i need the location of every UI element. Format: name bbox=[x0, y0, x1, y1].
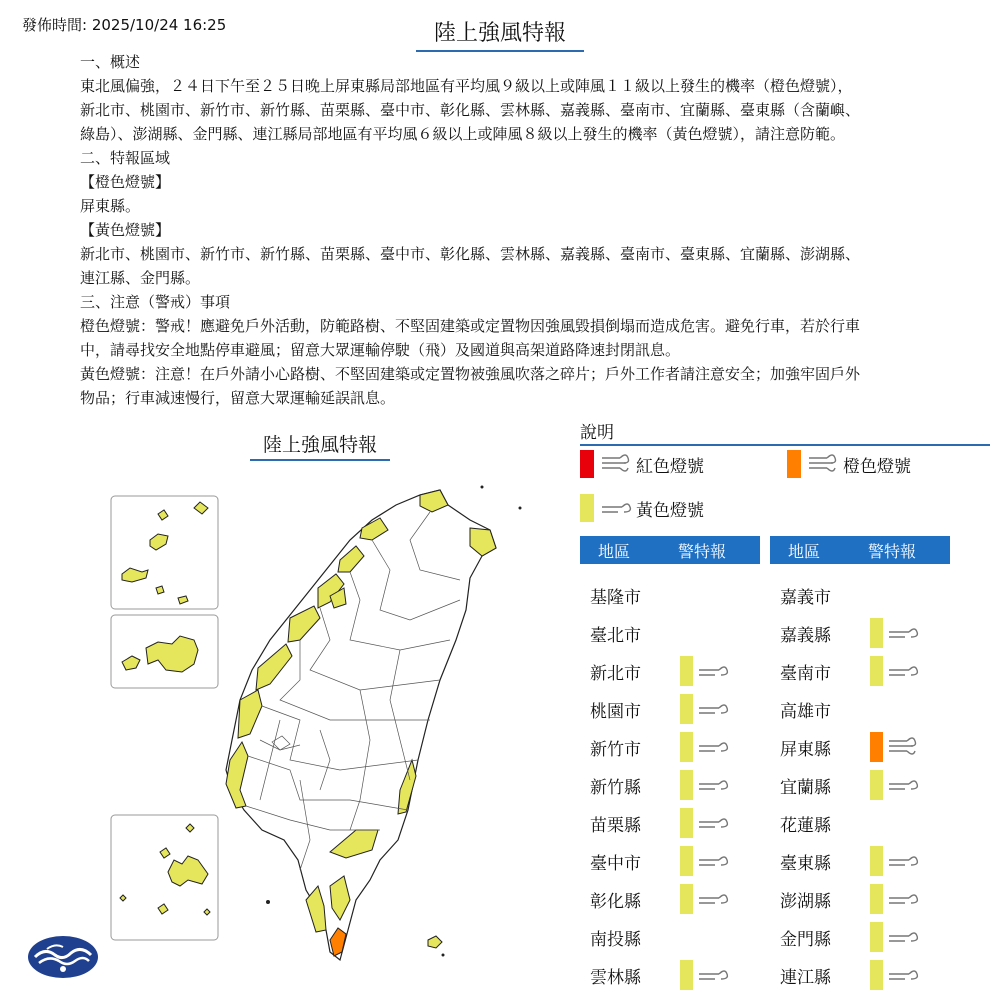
yellow-signal-bar bbox=[680, 732, 693, 762]
region-name: 宜蘭縣 bbox=[780, 777, 831, 798]
warning-signal bbox=[870, 884, 919, 914]
region-name: 苗栗縣 bbox=[590, 815, 641, 836]
region-name: 彰化縣 bbox=[590, 891, 641, 912]
legend-yellow bbox=[580, 494, 704, 522]
wind-icon bbox=[600, 451, 632, 478]
wind-icon bbox=[887, 924, 919, 951]
yellow-signal-bar bbox=[870, 884, 883, 914]
warning-signal bbox=[870, 618, 919, 648]
region-name: 花蓮縣 bbox=[780, 815, 831, 836]
report-line: 新北市、桃園市、新竹市、新竹縣、苗栗縣、臺中市、彰化縣、雲林縣、嘉義縣、臺南市、宜蘭縣、臺東縣（含蘭嶼、 bbox=[80, 101, 861, 119]
report-line: 中，請尋找安全地點停車避風；留意大眾運輸停駛（飛）及國道與高架道路降速封閉訊息。 bbox=[80, 341, 681, 359]
report-line: 一、概述 bbox=[80, 53, 141, 71]
warning-signal bbox=[680, 732, 729, 762]
wind-icon bbox=[887, 620, 919, 647]
region-name: 南投縣 bbox=[590, 929, 641, 950]
green-island bbox=[428, 936, 442, 948]
table-row bbox=[590, 880, 729, 918]
region-name: 澎湖縣 bbox=[780, 891, 831, 912]
wind-icon bbox=[697, 886, 729, 913]
warning-signal bbox=[680, 808, 729, 838]
wind-icon bbox=[697, 848, 729, 875]
warning-signal bbox=[870, 846, 919, 876]
table-row bbox=[590, 842, 729, 880]
yellow-signal-bar bbox=[680, 846, 693, 876]
orange-signal-bar bbox=[870, 732, 883, 762]
table-row bbox=[780, 880, 919, 918]
table-row bbox=[780, 728, 919, 766]
region-name: 桃園市 bbox=[590, 701, 641, 722]
table-row bbox=[590, 766, 729, 804]
table-row bbox=[780, 652, 919, 690]
column-region: 地區 bbox=[788, 541, 821, 561]
region-name: 嘉義縣 bbox=[780, 625, 831, 646]
legend-red-label: 紅色燈號 bbox=[636, 456, 704, 477]
yellow-swatch bbox=[580, 494, 594, 522]
report-line: 橙色燈號：警戒！應避免戶外活動，防範路樹、不堅固建築或定置物因強風毀損倒塌而造成危害。避免行車，若於行車 bbox=[80, 317, 861, 335]
column-warning: 警特報 bbox=[868, 541, 917, 561]
table-row bbox=[590, 576, 680, 614]
report-line: 物品；行車減速慢行，留意大眾運輸延誤訊息。 bbox=[80, 389, 396, 407]
yellow-signal-bar bbox=[870, 922, 883, 952]
report-line: 屏東縣。 bbox=[80, 197, 141, 215]
yellow-signal-bar bbox=[680, 808, 693, 838]
wind-icon bbox=[697, 962, 729, 989]
yellow-signal-bar bbox=[680, 694, 693, 724]
warning-signal bbox=[680, 846, 729, 876]
map-title: 陸上強風特報 bbox=[250, 430, 390, 461]
table-row bbox=[780, 804, 870, 842]
table-row bbox=[780, 690, 870, 728]
region-name: 新竹縣 bbox=[590, 777, 641, 798]
small-islands bbox=[428, 936, 442, 948]
region-name: 基隆市 bbox=[590, 587, 641, 608]
warning-signal bbox=[680, 656, 729, 686]
table-row bbox=[590, 728, 729, 766]
region-name: 嘉義市 bbox=[780, 587, 831, 608]
region-name: 高雄市 bbox=[780, 701, 831, 722]
wind-icon bbox=[697, 772, 729, 799]
wind-icon bbox=[697, 658, 729, 685]
yellow-signal-bar bbox=[680, 884, 693, 914]
region-name: 臺北市 bbox=[590, 625, 641, 646]
wind-icon bbox=[697, 734, 729, 761]
region-name: 臺中市 bbox=[590, 853, 641, 874]
warning-signal bbox=[680, 694, 729, 724]
column-region: 地區 bbox=[598, 541, 631, 561]
wind-icon bbox=[887, 772, 919, 799]
table-row bbox=[590, 956, 729, 994]
warning-signal bbox=[870, 922, 919, 952]
report-line: 東北風偏強，２４日下午至２５日晚上屏東縣局部地區有平均風９級以上或陣風１１級以上發生的機率（橙色燈號）， bbox=[80, 77, 853, 95]
publish-time: 發佈時間: 2025/10/24 16:25 bbox=[22, 16, 227, 34]
region-name: 雲林縣 bbox=[590, 967, 641, 988]
table-row bbox=[590, 690, 729, 728]
region-name: 金門縣 bbox=[780, 929, 831, 950]
report-line: 綠島）、澎湖縣、金門縣、連江縣局部地區有平均風６級以上或陣風８級以上發生的機率（黃色燈號），請注意防範。 bbox=[80, 125, 846, 143]
yellow-signal-bar bbox=[680, 960, 693, 990]
wind-icon bbox=[887, 962, 919, 989]
wind-icon bbox=[887, 886, 919, 913]
wind-icon bbox=[887, 848, 919, 875]
yellow-signal-bar bbox=[680, 770, 693, 800]
region-name: 臺南市 bbox=[780, 663, 831, 684]
report-line: 二、特報區域 bbox=[80, 149, 171, 167]
wind-icon bbox=[887, 658, 919, 685]
region-name: 臺東縣 bbox=[780, 853, 831, 874]
table-row bbox=[590, 804, 729, 842]
warning-signal bbox=[870, 770, 919, 800]
region-name: 連江縣 bbox=[780, 967, 831, 988]
table-row bbox=[590, 652, 729, 690]
report-line: 黃色燈號：注意！在戶外請小心路樹、不堅固建築或定置物被強風吹落之碎片；戶外工作者請注意安全；加強牢固戶外 bbox=[80, 365, 861, 383]
report-line: 【橙色燈號】 bbox=[80, 173, 171, 191]
table-row bbox=[590, 614, 680, 652]
table-row bbox=[780, 918, 919, 956]
report-line: 連江縣、金門縣。 bbox=[80, 269, 201, 287]
legend-yellow-label: 黃色燈號 bbox=[636, 500, 704, 521]
column-warning: 警特報 bbox=[678, 541, 727, 561]
wind-icon bbox=[887, 734, 919, 761]
table-header-right bbox=[770, 536, 950, 564]
legend-red bbox=[580, 450, 704, 478]
table-row bbox=[780, 576, 870, 614]
report-line: 三、注意（警戒）事項 bbox=[80, 293, 231, 311]
warning-signal bbox=[680, 960, 729, 990]
region-name: 新竹市 bbox=[590, 739, 641, 760]
yellow-signal-bar bbox=[870, 618, 883, 648]
table-row bbox=[780, 614, 919, 652]
yellow-signal-bar bbox=[870, 770, 883, 800]
warning-signal bbox=[870, 960, 919, 990]
cwa-logo bbox=[27, 935, 99, 983]
taiwan-main-island bbox=[226, 490, 496, 960]
yellow-signal-bar bbox=[680, 656, 693, 686]
legend-heading: 說明 bbox=[580, 418, 990, 446]
warning-signal bbox=[870, 656, 919, 686]
table-row bbox=[780, 766, 919, 804]
legend-orange bbox=[787, 450, 911, 478]
yellow-signal-bar bbox=[870, 656, 883, 686]
orange-swatch bbox=[787, 450, 801, 478]
report-line: 新北市、桃園市、新竹市、新竹縣、苗栗縣、臺中市、彰化縣、雲林縣、嘉義縣、臺南市、臺東縣、宜蘭縣、澎湖縣、 bbox=[80, 245, 861, 263]
yellow-signal-bar bbox=[870, 846, 883, 876]
page-title: 陸上強風特報 bbox=[416, 16, 584, 52]
legend-orange-label: 橙色燈號 bbox=[843, 456, 911, 477]
red-swatch bbox=[580, 450, 594, 478]
report-line: 【黃色燈號】 bbox=[80, 221, 171, 239]
region-name: 屏東縣 bbox=[780, 739, 831, 760]
warning-signal bbox=[680, 884, 729, 914]
table-row bbox=[780, 956, 919, 994]
table-row bbox=[780, 842, 919, 880]
table-header-left bbox=[580, 536, 760, 564]
warning-signal bbox=[680, 770, 729, 800]
wind-icon bbox=[697, 810, 729, 837]
wind-icon bbox=[697, 696, 729, 723]
wind-icon bbox=[600, 495, 632, 522]
region-name: 新北市 bbox=[590, 663, 641, 684]
table-row bbox=[590, 918, 680, 956]
yellow-signal-bar bbox=[870, 960, 883, 990]
warning-signal bbox=[870, 732, 919, 762]
wind-icon bbox=[807, 451, 839, 478]
